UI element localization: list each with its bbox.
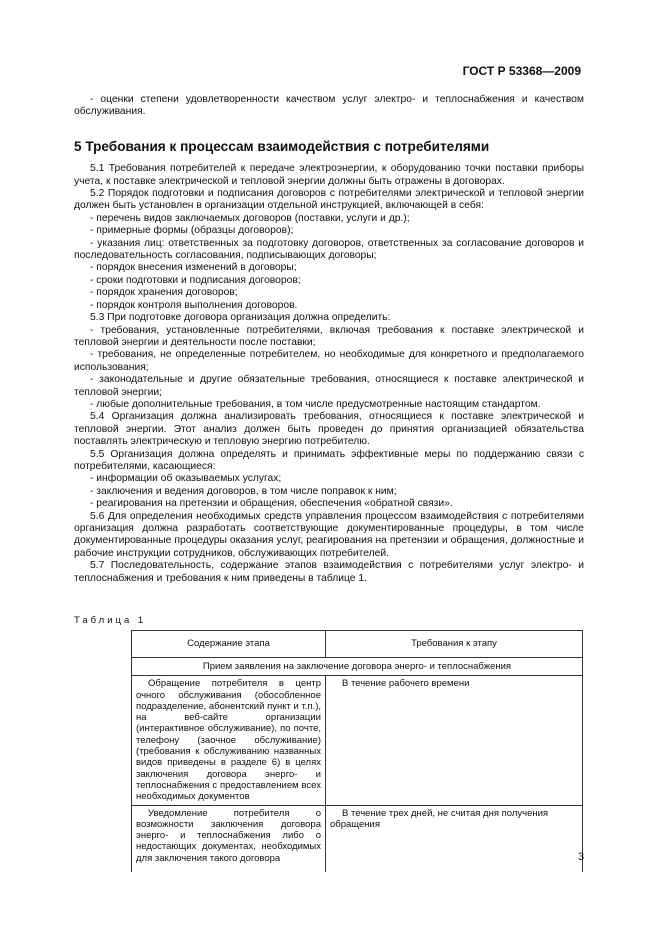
paragraph: - перечень видов заключаемых договоров (поставки, услуги и др.); bbox=[90, 212, 410, 224]
paragraph: - порядок хранения договоров; bbox=[90, 287, 238, 299]
paragraph: - порядок внесения изменений в договоры; bbox=[90, 262, 297, 274]
paragraph: - сроки подготовки и подписания договоров; bbox=[90, 274, 301, 286]
paragraph: - требования, не определенные потребителем, но необходимые для конкретного и предполагаемого использования; bbox=[74, 349, 584, 373]
paragraph: - указания лиц: ответственных за подготовку договоров, ответственных за согласование договоров и последовательность согласования, подписывающих договоры; bbox=[74, 237, 584, 262]
document-header: ГОСТ Р 53368—2009 bbox=[462, 64, 581, 78]
table-cell-requirement: В течение трех дней, не считая дня получения обращения bbox=[326, 805, 583, 872]
stages-table bbox=[131, 630, 583, 872]
intro-paragraph: - оценки степени удовлетворенности качеством услуг электро- и теплоснабжения и качеством обслуживания. bbox=[74, 94, 584, 118]
page-number: 3 bbox=[578, 851, 585, 863]
paragraph: - реагирования на претензии и обращения, обеспечения «обратной связи». bbox=[90, 498, 453, 510]
table-group-row bbox=[132, 658, 583, 676]
table-header-row bbox=[132, 631, 583, 658]
table-header-stage: Содержание этапа bbox=[132, 631, 326, 658]
paragraph-list bbox=[74, 163, 584, 585]
table-row bbox=[132, 676, 583, 805]
section-title: 5 Требования к процессам взаимодействия с потребителями bbox=[74, 138, 490, 154]
table-header-requirement: Требования к этапу bbox=[326, 631, 583, 658]
table-caption: Таблица 1 bbox=[74, 615, 147, 626]
table-group-title: Прием заявления на заключение договора энерго- и теплоснабжения bbox=[132, 658, 583, 676]
table-cell-stage: Уведомление потребителя о возможности заключения договора энерго- и теплоснабжения либо о недостающих документах, необходимых для заключения такого договора bbox=[132, 805, 326, 872]
paragraph: 5.7 Последовательность, содержание этапов взаимодействия с потребителями услуг электро- и теплоснабжения и требования к ним приведены в таблице 1. bbox=[74, 560, 584, 584]
paragraph: - порядок контроля выполнения договоров. bbox=[90, 299, 298, 311]
paragraph: 5.3 При подготовке договора организация должна определить: bbox=[90, 312, 391, 324]
paragraph: 5.4 Организация должна анализировать требования, относящиеся к поставке электрической и тепловой энергии. Этот анализ должен быть проведен до принятия организацией обязательства поставлять электрическую и тепловую энергию потребителю. bbox=[74, 411, 584, 448]
paragraph: - любые дополнительные требования, в том числе предусмотренные настоящим стандартом. bbox=[90, 398, 541, 410]
paragraph: 5.5 Организация должна определять и принимать эффективные меры по поддержанию связи с потребителями, касающиеся: bbox=[74, 448, 584, 472]
page-body bbox=[74, 94, 584, 585]
table-cell-stage: Обращение потребителя в центр очного обслуживания (обособленное подразделение, абонентский пункт и т.п.), на веб-сайте организации (интерактивное обслуживание), по почте, телефону (заочное обслуживание) (требования к обслуживанию названных видов приведены в разделе 6) в целях заключения договора энерго- и теплоснабжения с предоставлением всех необходимых документов bbox=[132, 676, 326, 805]
paragraph: 5.6 Для определения необходимых средств управления процессом взаимодействия с потребителями организация должна разработать соответствующие документированные процедуры, в том числе документированные процедуры оказания услуг, реагирования на претензии и обращения, должностные и рабочие инструкции сотрудников, обслуживающих потребителей. bbox=[74, 510, 584, 559]
paragraph: 5.1 Требования потребителей к передаче электроэнергии, к оборудованию точки поставки приборы учета, к поставке электрической и тепловой энергии должны быть отражены в договорах. bbox=[74, 163, 584, 187]
paragraph: - заключения и ведения договоров, в том числе поправок к ним; bbox=[90, 485, 397, 497]
paragraph: - информации об оказываемых услугах; bbox=[90, 473, 282, 485]
paragraph: 5.2 Порядок подготовки и подписания договоров с потребителями электрической и тепловой энергии должен быть установлен в организации отдельной инструкцией, включающей в себя: bbox=[74, 188, 584, 212]
paragraph: - требования, установленные потребителями, включая требования к поставке электрической и тепловой энергии и деятельности после поставки; bbox=[74, 324, 584, 348]
table-cell-requirement: В течение рабочего времени bbox=[326, 676, 583, 805]
paragraph: - примерные формы (образцы договоров); bbox=[90, 225, 294, 237]
table-row bbox=[132, 805, 583, 872]
paragraph: - законодательные и другие обязательные требования, относящиеся к поставке электрической и тепловой энергии; bbox=[74, 374, 584, 398]
